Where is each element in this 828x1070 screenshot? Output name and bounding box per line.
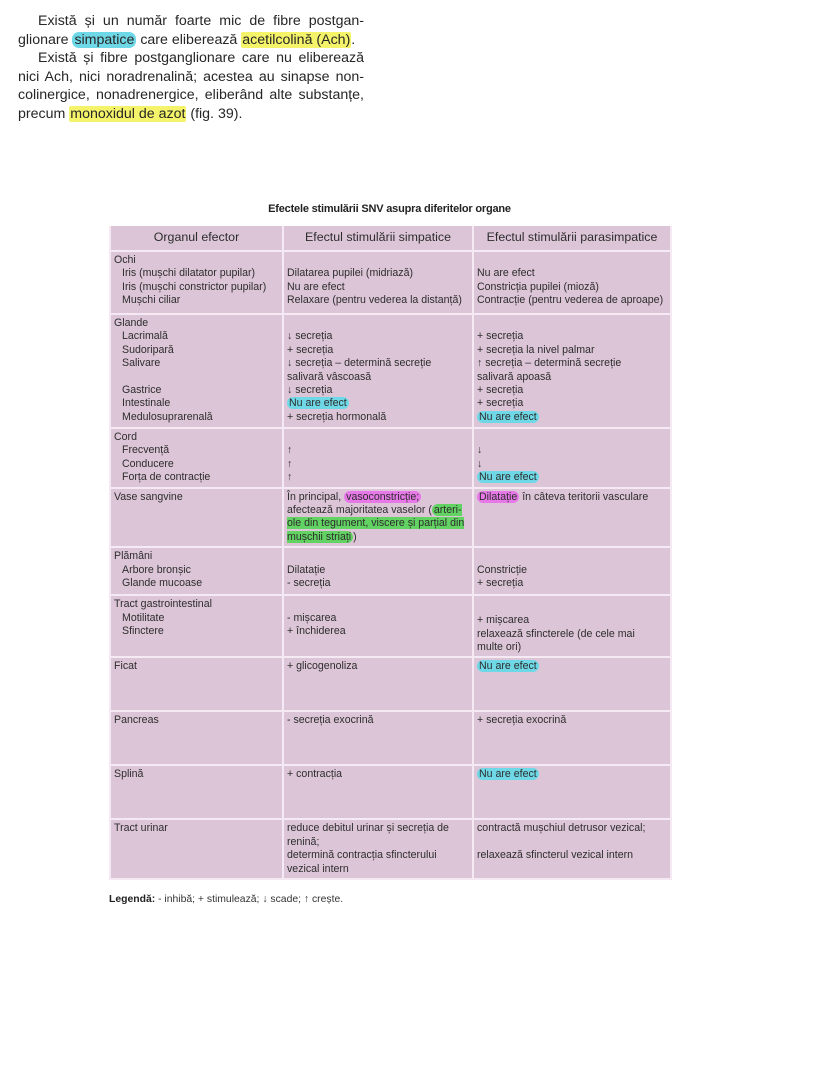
simpatic-cell: ↓ secreția + secreția ↓ secreția – determină secreție salivară vâscoasă ↓ secreția Nu are efect + secreția hormonală xyxy=(283,314,473,428)
table-row xyxy=(110,657,671,711)
simpatic-cell: + glicogenoliza xyxy=(283,657,473,711)
simpatic-cell: + contracția xyxy=(283,765,473,819)
legend-text: - inhibă; + stimulează; ↓ scade; ↑ crește. xyxy=(155,894,344,905)
arrow-up-icon: ↑ xyxy=(287,471,293,484)
simpatic-cell: Dilatație - secreția xyxy=(283,547,473,595)
arrow-up-icon: ↑ xyxy=(287,457,293,470)
table-row xyxy=(110,765,671,819)
parasimpatic-cell xyxy=(473,428,671,488)
organ-cell: Vase sangvine xyxy=(110,488,283,548)
table-row xyxy=(110,547,671,595)
table-row xyxy=(110,428,671,488)
header-parasimpatic: Efectul stimulării parasimpatice xyxy=(473,226,671,251)
organ-cell: Cord Frecvență Conducere Forța de contracție xyxy=(110,428,283,488)
highlight-arteriole: arteri-ole din tegument, viscere și parțial din mușchii striați xyxy=(287,504,465,543)
highlight-monoxid-azot: monoxidul de azot xyxy=(70,105,186,122)
table-row xyxy=(110,314,671,428)
table-row xyxy=(110,819,671,879)
highlight-nu-are-efect: Nu are efect xyxy=(479,410,537,423)
highlight-nu-are-efect: Nu are efect xyxy=(479,471,537,484)
table-caption: Efectele stimulării SNV asupra diferitelor organe xyxy=(268,203,511,215)
simpatic-cell: - mișcarea + închiderea xyxy=(283,595,473,657)
simpatic-cell xyxy=(283,428,473,488)
intro-text xyxy=(18,12,364,124)
highlight-simpatice: simpatice xyxy=(74,31,135,48)
parasimpatic-cell: + mișcarea relaxează sfincterele (de cele mai multe ori) xyxy=(473,595,671,657)
parasimpatic-cell: Nu are efect Constricția pupilei (mioză) Contracție (pentru vederea de aproape) xyxy=(473,251,671,314)
parasimpatic-cell xyxy=(473,765,671,819)
highlight-nu-are-efect: Nu are efect xyxy=(479,768,537,781)
arrow-down-icon: ↓ xyxy=(477,444,483,457)
organ-cell: Ficat xyxy=(110,657,283,711)
snv-effects-table xyxy=(109,226,672,880)
organ-cell: Plămâni Arbore bronșic Glande mucoase xyxy=(110,547,283,595)
organ-cell: Tract gastrointestinal Motilitate Sfinctere xyxy=(110,595,283,657)
header-organ: Organul efector xyxy=(110,226,283,251)
simpatic-cell: reduce debitul urinar și secreția de renină; determină contracția sfincterului vezical intern xyxy=(283,819,473,879)
simpatic-cell: - secreția exocrină xyxy=(283,711,473,765)
simpatic-cell: În principal, vasoconstricție; afectează majoritatea vaselor ( arteri-ole din tegument, viscere și parțial din mușchii striați ) xyxy=(283,488,473,548)
organ-cell: Ochi Iris (mușchi dilatator pupilar) Iris (mușchi constrictor pupilar) Mușchi ciliar xyxy=(110,251,283,314)
parasimpatic-cell: Dilatație în câteva teritorii vasculare xyxy=(473,488,671,548)
table-legend xyxy=(109,894,343,905)
intro-paragraph-2: Există și fibre postganglionare care nu eliberează nici Ach, nici noradrenalină; acestea au sinapse non-colinergice, nonadrenergice, eliberând alte substanțe, precum monoxidul de azot (fig. 39). xyxy=(18,50,364,122)
highlight-acetilcolina: acetilcolină (Ach) xyxy=(242,31,351,48)
table-row xyxy=(110,595,671,657)
highlight-nu-are-efect: Nu are efect xyxy=(479,660,537,673)
highlight-nu-are-efect: Nu are efect xyxy=(289,397,347,410)
organ-cell: Tract urinar xyxy=(110,819,283,879)
arrow-down-icon: ↓ xyxy=(477,457,483,470)
organ-cell: Splină xyxy=(110,765,283,819)
parasimpatic-cell: + secreția + secreția la nivel palmar ↑ secreția – determină secreție salivară apoasă + secreția + secreția Nu are efect xyxy=(473,314,671,428)
highlight-dilatatie: Dilatație xyxy=(479,490,518,503)
arrow-up-icon: ↑ xyxy=(287,444,293,457)
table-row xyxy=(110,711,671,765)
header-simpatic: Efectul stimulării simpatice xyxy=(283,226,473,251)
table-row xyxy=(110,488,671,548)
highlight-vasoconstrictie: vasoconstricție; xyxy=(346,490,420,503)
intro-paragraph-1: Există și un număr foarte mic de fibre postgan-glionare simpatice care eliberează acetilcolină (Ach). xyxy=(18,13,364,48)
parasimpatic-cell: contractă mușchiul detrusor vezical; relaxează sfincterul vezical intern xyxy=(473,819,671,879)
parasimpatic-cell: + secreția exocrină xyxy=(473,711,671,765)
organ-cell: Glande Lacrimală Sudoripară Salivare Gastrice Intestinale Medulosuprarenală xyxy=(110,314,283,428)
organ-cell: Pancreas xyxy=(110,711,283,765)
parasimpatic-cell xyxy=(473,657,671,711)
simpatic-cell: Dilatarea pupilei (midriază) Nu are efect Relaxare (pentru vederea la distanță) xyxy=(283,251,473,314)
table-row xyxy=(110,251,671,314)
table-header-row xyxy=(110,226,671,251)
parasimpatic-cell: Constricție + secreția xyxy=(473,547,671,595)
legend-label: Legendă: xyxy=(109,894,156,905)
